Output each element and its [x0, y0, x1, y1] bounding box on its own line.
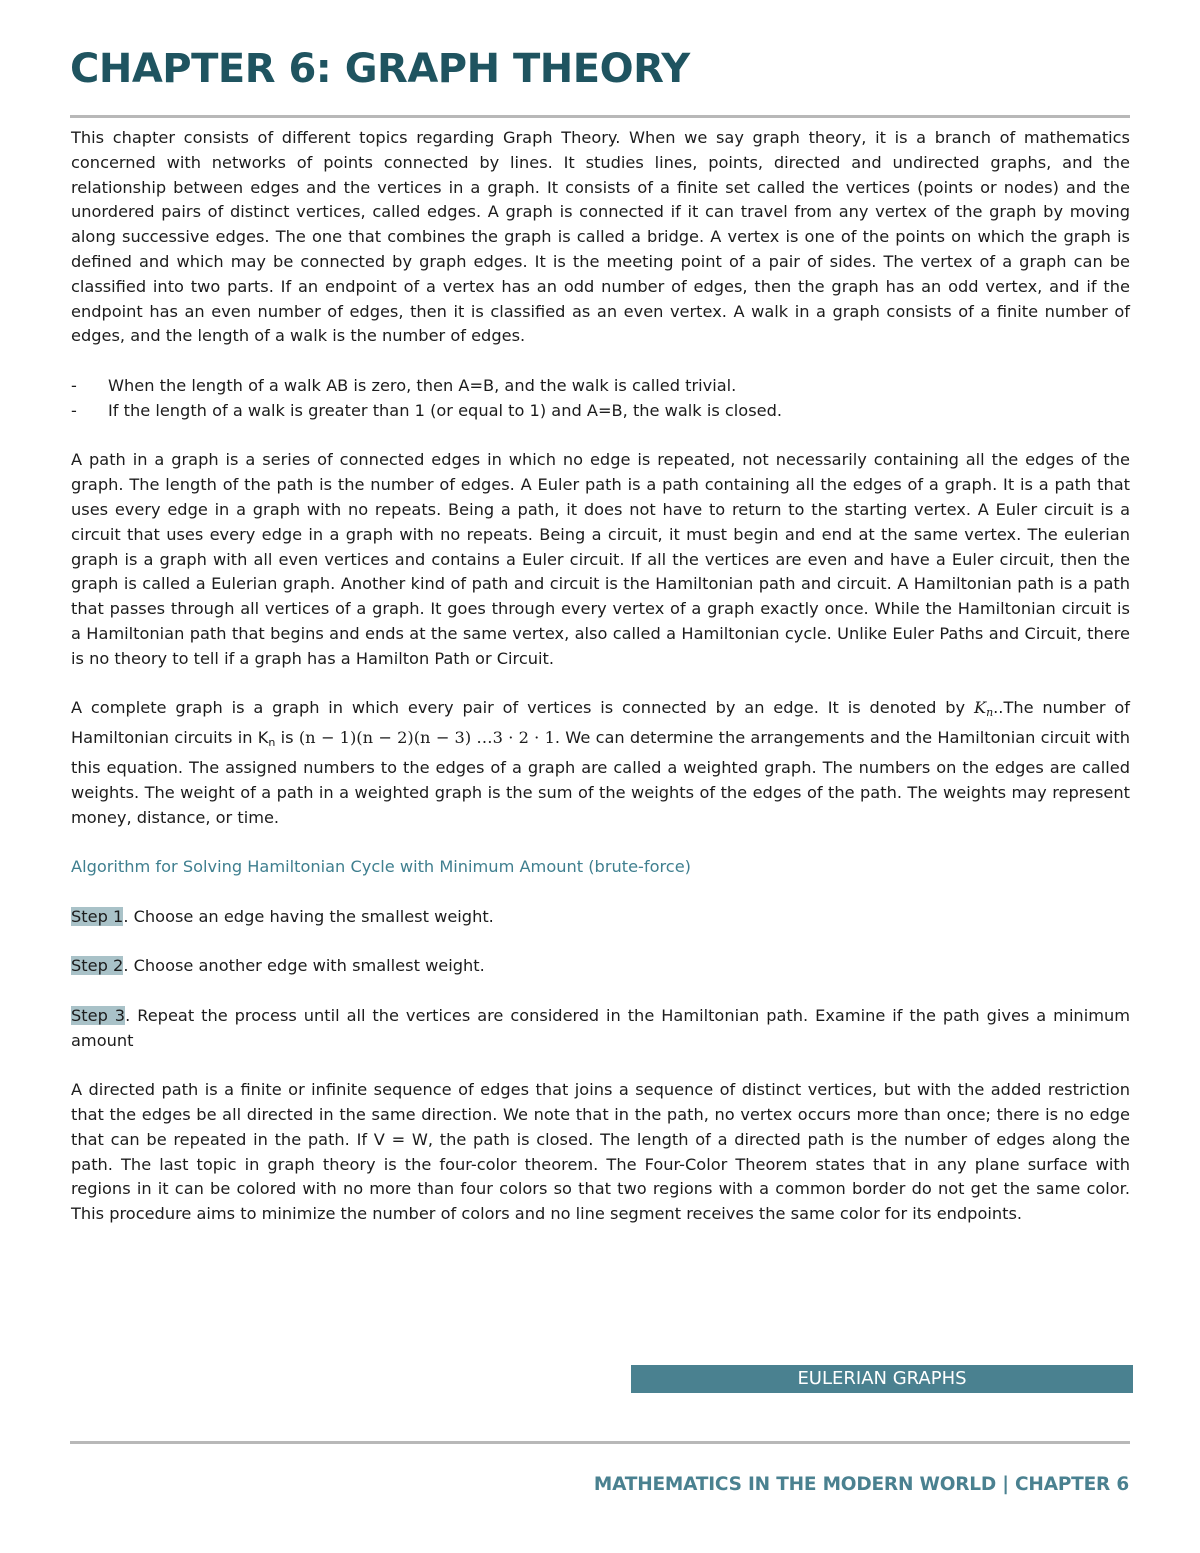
step-1: [71, 905, 1130, 930]
kn-symbol: K: [973, 698, 987, 718]
section-label-bar: EULERIAN GRAPHS: [631, 1365, 1133, 1393]
list-item: [71, 374, 1130, 399]
complete-text-1: A complete graph is a graph in which every pair of vertices is connected by an edge. It is denoted by: [71, 698, 974, 718]
step-label: Step 3: [71, 1005, 126, 1025]
kn-subscript-2: n: [268, 736, 276, 750]
complete-text-4: . We can determine the arrangements and the Hamiltonian circuit with this equation. The assigned numbers to the edges of a graph are called a weighted graph. The numbers on the edges are called weights. The weight of a path in a weighted graph is the sum of the weights of the edges of the path. The weights may represent money, distance, or time.: [71, 728, 1130, 827]
intro-paragraph: This chapter consists of different topics regarding Graph Theory. When we say graph theory, it is a branch of mathematics concerned with networks of points connected by lines. It studies lines, points, directed and undirected graphs, and the relationship between edges and the vertices in a graph. It consists of a finite set called the vertices (points or nodes) and the unordered pairs of distinct vertices, called edges. A graph is connected if it can travel from any vertex of the graph by moving along successive edges. The one that combines the graph is called a bridge. A vertex is one of the points on which the graph is defined and which may be connected by graph edges. It is the meeting point of a pair of sides. The vertex of a graph can be classified into two parts. If an endpoint of a vertex has an odd number of edges, then the graph has an odd vertex, and if the endpoint has an even number of edges, then it is classified as an even vertex. A walk in a graph consists of a finite number of edges, and the length of a walk is the number of edges.: [71, 128, 1130, 346]
step-label: Step 1: [71, 906, 124, 926]
step-text: . Repeat the process until all the vertices are considered in the Hamiltonian path. Examine if the path gives a minimum amount: [71, 1005, 1130, 1050]
footer-divider: [70, 1441, 1130, 1444]
step-label: Step 2: [71, 956, 124, 976]
kn-subscript: n: [986, 706, 994, 720]
list-item: [71, 399, 1130, 424]
page-footer: MATHEMATICS IN THE MODERN WORLD | CHAPTER 6: [593, 1474, 1129, 1495]
bullet-text: When the length of a walk AB is zero, then A=B, and the walk is called trivial.: [108, 375, 737, 395]
bullet-marker: -: [71, 400, 77, 420]
chapter-title: CHAPTER 6: GRAPH THEORY: [70, 46, 690, 92]
directed-path-paragraph: A directed path is a finite or infinite sequence of edges that joins a sequence of distinct vertices, but with the added restriction that the edges be all directed in the same direction. We note that in the path, no vertex occurs more than once; there is no edge that can be repeated in the path. If V = W, the path is closed. The length of a directed path is the number of edges along the path. The last topic in graph theory is the four-color theorem. The Four-Color Theorem states that in any plane surface with regions in it can be colored with no more than four colors so that two regions with a common border do not get the same color. This procedure aims to minimize the number of colors and no line segment receives the same color for its endpoints.: [71, 1080, 1130, 1224]
complete-text-2: ..The number of Hamiltonian circuits in K: [71, 698, 1131, 748]
walk-bullet-list: [71, 374, 1130, 424]
complete-text-3: is: [275, 728, 299, 748]
bullet-marker: -: [71, 375, 77, 395]
step-text: . Choose an edge having the smallest weight.: [123, 906, 494, 926]
bullet-text: If the length of a walk is greater than 1 (or equal to 1) and A=B, the walk is closed.: [108, 400, 783, 420]
algorithm-heading: Algorithm for Solving Hamiltonian Cycle with Minimum Amount (brute-force): [71, 857, 691, 877]
hamiltonian-count-formula: (n − 1)(n − 2)(n − 3) …3 · 2 · 1: [298, 728, 555, 748]
paths-paragraph: A path in a graph is a series of connected edges in which no edge is repeated, not necessarily containing all the edges of the graph. The length of the path is the number of edges. A Euler path is a path containing all the edges of a graph. It is a path that uses every edge in a graph with no repeats. Being a path, it does not have to return to the starting vertex. A Euler circuit is a circuit that uses every edge in a graph with no repeats. Being a circuit, it must begin and end at the same vertex. The eulerian graph is a graph with all even vertices and contains a Euler circuit. If all the vertices are even and have a Euler circuit, then the graph is called a Eulerian graph. Another kind of path and circuit is the Hamiltonian path and circuit. A Hamiltonian path is a path that passes through all vertices of a graph. It goes through every vertex of a graph exactly once. While the Hamiltonian circuit is a Hamiltonian path that begins and ends at the same vertex, also called a Hamiltonian cycle. Unlike Euler Paths and Circuit, there is no theory to tell if a graph has a Hamilton Path or Circuit.: [71, 450, 1130, 668]
chapter-body: [71, 126, 1130, 1227]
step-text: . Choose another edge with smallest weight.: [123, 956, 485, 976]
complete-graph-paragraph: [71, 696, 1130, 830]
header-divider: [70, 115, 1130, 118]
step-3: [71, 1004, 1130, 1054]
step-2: [71, 954, 1130, 979]
